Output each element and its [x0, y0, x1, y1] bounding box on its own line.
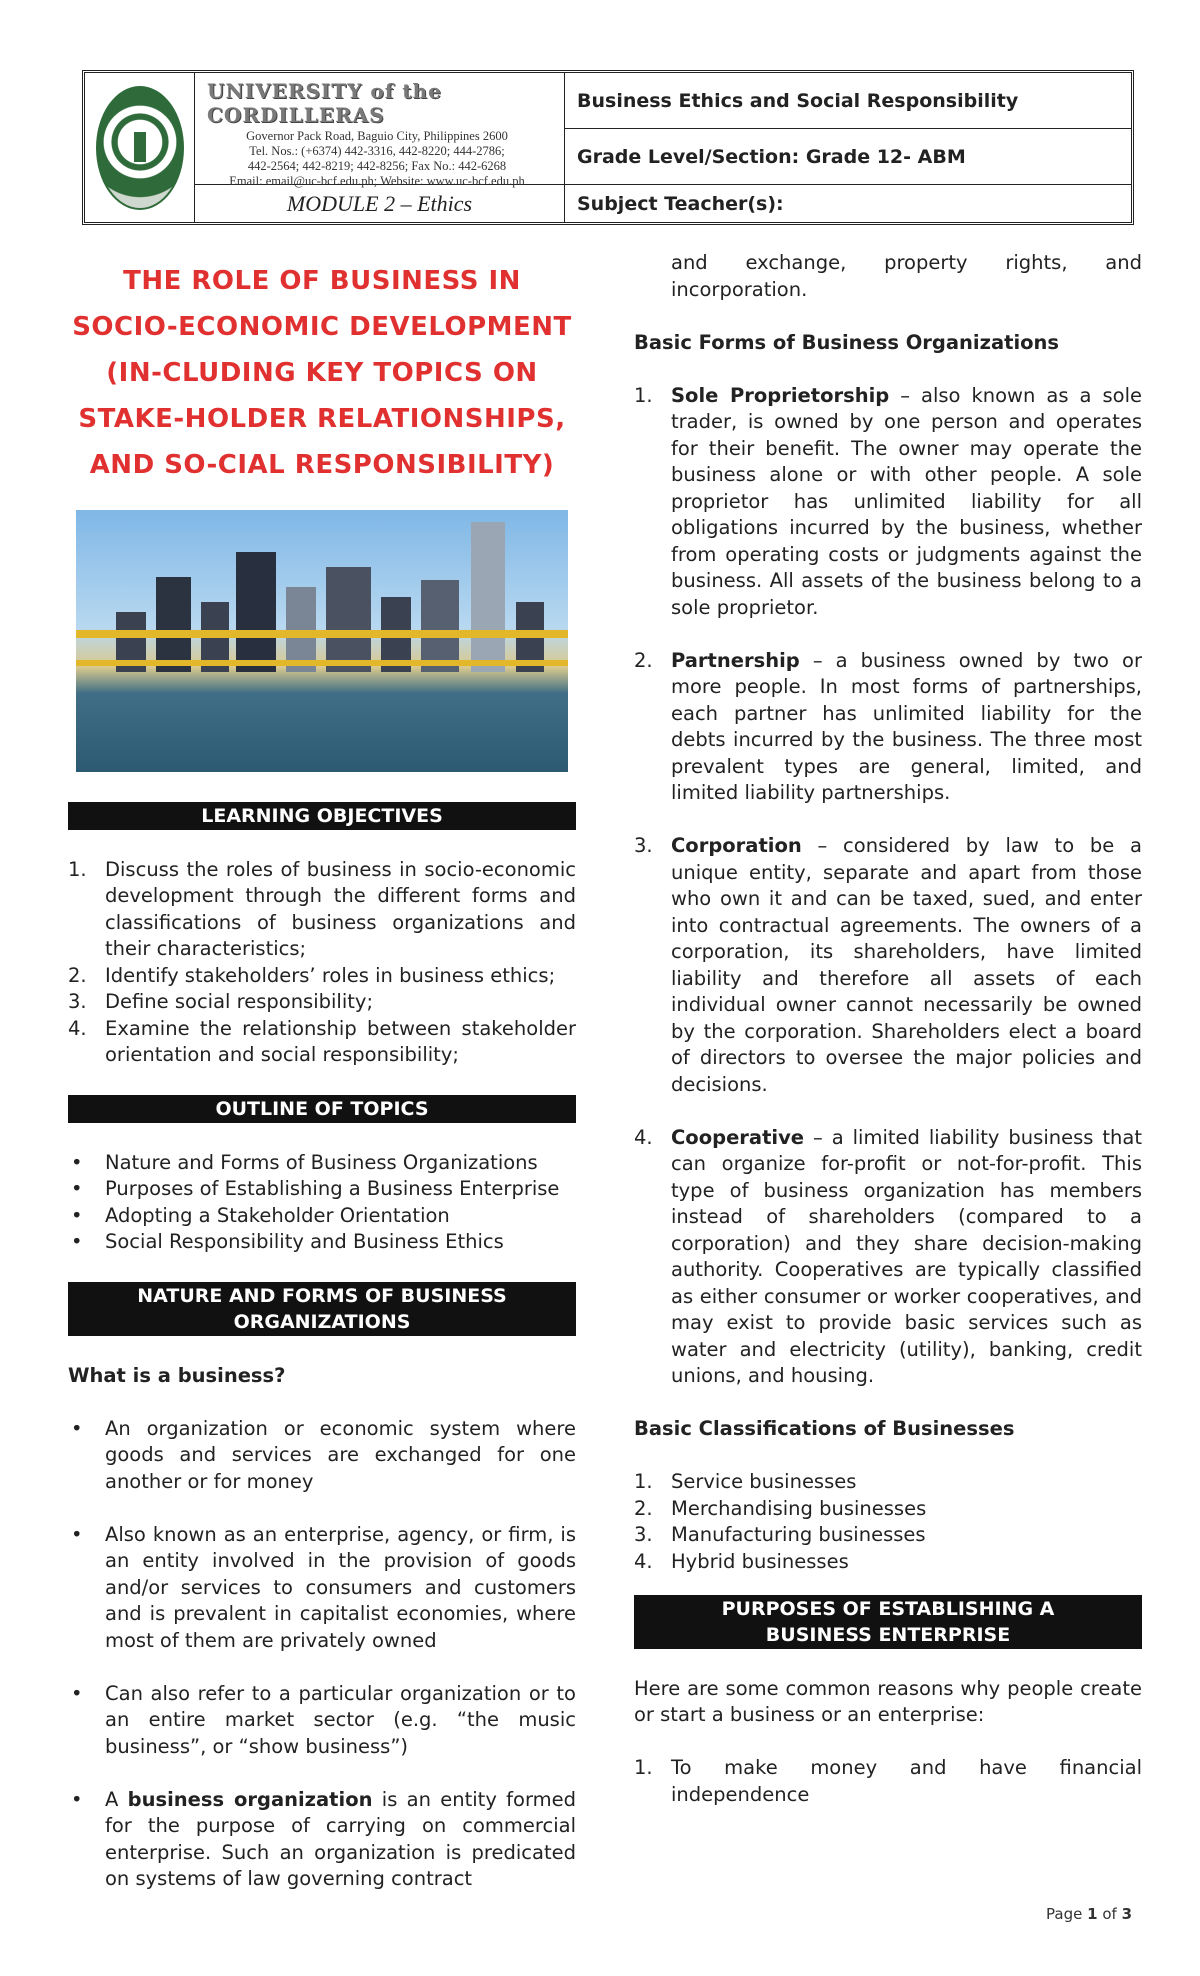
- list-item: 2. Identify stakeholders’ roles in business ethics;: [68, 963, 556, 987]
- purposes-list: [634, 1755, 1142, 1808]
- list-item: 1. Service businesses: [634, 1470, 857, 1493]
- left-column: [68, 250, 576, 1893]
- university-name: UNIVERSITY of the CORDILLERAS: [207, 79, 442, 127]
- list-item: 3. Manufacturing businesses: [634, 1523, 926, 1546]
- forms-list: [634, 833, 1142, 1098]
- address-line: Governor Pack Road, Baguio City, Philippines 2600: [246, 129, 508, 143]
- list-item: 4. Hybrid businesses: [634, 1549, 849, 1573]
- university-seal-icon: [96, 86, 184, 210]
- list-item: • An organization or economic system where goods and services are exchanged for one another or for money: [71, 1416, 576, 1493]
- purposes-heading-line: BUSINESS ENTERPRISE: [765, 1624, 1011, 1646]
- list-item: • Purposes of Establishing a Business Enterprise: [71, 1177, 560, 1200]
- list-item: • Also known as an enterprise, agency, or firm, is an entity involved in the provision of goods and/or services to consumers and customers and is prevalent in capitalist economies, where most of them are privately owned: [71, 1522, 576, 1652]
- purposes-heading-line: PURPOSES OF ESTABLISHING A: [721, 1598, 1055, 1620]
- what-is-list: [68, 1522, 576, 1655]
- section-heading-purposes: [634, 1595, 1142, 1649]
- list-item: 3. Corporation – considered by law to be a unique entity, separate and apart from those who own it and can be taxed, sued, and enter into contractual agreements. The owners of a corporation, its shareholders, have limited liability and therefore all assets of each individual owner cannot necessarily be owned by the corporation. Shareholders elect a board of directors to oversee the major policies and decisions.: [634, 834, 1142, 1096]
- subject-title: Business Ethics and Social Responsibility: [565, 73, 1131, 129]
- header-table: [82, 70, 1134, 225]
- city-skyline-image: [76, 510, 568, 772]
- logo-cell: [85, 73, 195, 222]
- subject-teacher: Subject Teacher(s):: [577, 192, 784, 215]
- section-heading-nature: NATURE AND FORMS OF BUSINESS ORGANIZATIONS: [68, 1282, 576, 1336]
- grade-level: Grade Level/Section: Grade 12- ABM: [565, 129, 1131, 185]
- list-item: • A business organization is an entity formed for the purpose of carrying on commercial enterprise. Such an organization is predicated on systems of law governing contract: [71, 1787, 577, 1890]
- list-item: 1. To make money and have financial independence: [634, 1756, 1142, 1806]
- what-is-list: [68, 1787, 576, 1893]
- page-number: Page 1 of 3: [1046, 1905, 1132, 1923]
- purposes-intro: Here are some common reasons why people create or start a business or an enterprise:: [634, 1676, 1142, 1726]
- what-is-list: [68, 1416, 576, 1496]
- address-line: Email: email@uc-bcf.edu.ph; Website: www.uc-bcf.edu.ph: [229, 174, 525, 188]
- list-item: • Adopting a Stakeholder Orientation: [71, 1203, 450, 1227]
- continued-text: and exchange, property rights, and incorporation.: [671, 251, 1142, 301]
- forms-list: [634, 1125, 1142, 1390]
- section-heading-outline: OUTLINE OF TOPICS: [68, 1095, 576, 1123]
- outline-list: [68, 1150, 576, 1256]
- list-item: • Can also refer to a particular organization or to an entire market sector (e.g. “the music business”, or “show business”): [71, 1681, 576, 1758]
- list-item: • Social Responsibility and Business Ethics: [71, 1230, 504, 1253]
- page-title: THE ROLE OF BUSINESS IN SOCIO-ECONOMIC DEVELOPMENT (IN-CLUDING KEY TOPICS ON STAKE-HOLDER RELATIONSHIPS, AND SO-CIAL RESPONSIBILITY): [72, 266, 572, 480]
- list-item: • Nature and Forms of Business Organizations: [71, 1150, 538, 1174]
- what-is-business-heading: What is a business?: [68, 1363, 286, 1387]
- classifications-heading: Basic Classifications of Businesses: [634, 1417, 1015, 1440]
- university-info: [195, 73, 565, 188]
- list-item: 1. Discuss the roles of business in socio-economic development through the different forms and classifications of business organizations and their characteristics;: [68, 857, 576, 960]
- classifications-list: [634, 1469, 1142, 1575]
- list-item: 3. Define social responsibility;: [68, 990, 374, 1013]
- forms-heading: Basic Forms of Business Organizations: [634, 330, 1060, 354]
- objectives-list: [68, 857, 576, 1069]
- what-is-list: [68, 1681, 576, 1761]
- list-item: 1. Sole Proprietorship – also known as a sole trader, is owned by one person and operates for their benefit. The owner may operate the business alone or with other people. A sole proprietor has unlimited liability for all obligations incurred by the business, whether from operating costs or judgments against the business. All assets of the business belong to a sole proprietor.: [634, 383, 1142, 619]
- forms-list: [634, 383, 1142, 622]
- business-organization-term: business organization: [127, 1787, 373, 1811]
- right-column: [634, 250, 1142, 1808]
- list-item: 4. Cooperative – a limited liability business that can organize for-profit or not-for-profit. This type of business organization has members instead of shareholders (compared to a corporation) and they share decision-making authority. Cooperatives are typically classified as either consumer or worker cooperatives, and may exist to provide basic services such as water and electricity (utility), banking, credit unions, and housing.: [634, 1125, 1142, 1387]
- section-heading-objectives: LEARNING OBJECTIVES: [68, 802, 576, 830]
- address-line: 442-2564; 442-8219; 442-8256; Fax No.: 442-6268: [247, 159, 507, 173]
- module-label: MODULE 2 – Ethics: [195, 185, 565, 222]
- list-item: 2. Merchandising businesses: [634, 1496, 927, 1520]
- forms-list: [634, 648, 1142, 807]
- list-item: 4. Examine the relationship between stakeholder orientation and social responsibility;: [68, 1016, 576, 1066]
- address-line: Tel. Nos.: (+6374) 442-3316, 442-8220; 444-2786;: [249, 144, 505, 158]
- list-item: 2. Partnership – a business owned by two or more people. In most forms of partnerships, each partner has unlimited liability for the debts incurred by the business. The three most prevalent types are general, limited, and limited liability partnerships.: [634, 648, 1142, 804]
